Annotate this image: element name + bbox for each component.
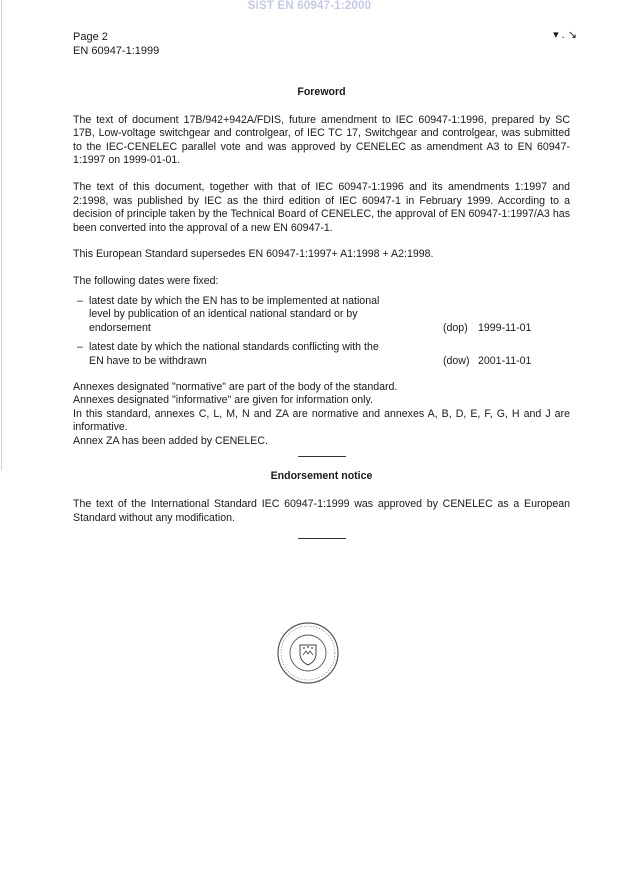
annex-line: Annex ZA has been added by CENELEC. [73, 434, 268, 447]
endorsement-title: Endorsement notice [270, 470, 373, 483]
foreword-paragraph-2: The text of this document, together with that of IEC 60947-1:1996 and its amendments 1:1997 and 2:1998, was published by IEC as the third edition of IEC 60947-1 in February 1999. According to a decision of principle taken by the Technical Board of CENELEC, the approval of EN 60947-1:1997/A3 has been converted into the approval of a new EN 60947-1. [73, 180, 570, 234]
annex-line: In this standard, annexes C, L, M, N and ZA are normative and annexes A, B, D, E, F, G, H and J are informative. [73, 407, 570, 434]
list-item [73, 341, 570, 368]
date-description: latest date by which the EN has to be implemented at national level by publication of an identical national standard or by endorsement [89, 294, 380, 334]
watermark: SIST EN 60947-1:2000 [247, 0, 372, 12]
dates-list [73, 295, 570, 369]
annexes-note [73, 381, 570, 449]
date-value: 1999-11-01 [478, 321, 532, 334]
dash-bullet: – [77, 294, 83, 307]
date-value: 2001-11-01 [478, 354, 532, 367]
annex-line: Annexes designated "normative" are part of the body of the standard. [73, 380, 398, 393]
date-description: latest date by which the national standards conflicting with the EN have to be withdrawn [89, 341, 379, 367]
scan-margin-line [1, 0, 2, 470]
dates-intro: The following dates were fixed: [73, 274, 219, 287]
page-header [73, 30, 159, 58]
official-stamp-icon [276, 621, 340, 685]
corner-marks: ▾ . ↘ [553, 29, 577, 41]
section-divider [298, 456, 346, 457]
date-code: (dow) [443, 354, 470, 367]
foreword-title: Foreword [297, 86, 346, 98]
date-code: (dop) [443, 321, 468, 334]
list-item [73, 295, 570, 336]
document-id: EN 60947-1:1999 [73, 45, 160, 57]
annex-line: Annexes designated "informative" are given for information only. [73, 394, 373, 407]
foreword-paragraph-1: The text of document 17B/942+942A/FDIS, future amendment to IEC 60947-1:1996, prepared by SC 17B, Low-voltage switchgear and controlgear, of IEC TC 17, Switchgear and controlgear, was submitted to the IEC-CENELEC parallel vote and was approved by CENELEC as amendment A3 to EN 60947-1:1997 on 1999-01-01. [73, 113, 570, 167]
foreword-paragraph-3: This European Standard supersedes EN 60947-1:1997+ A1:1998 + A2:1998. [73, 248, 434, 261]
main-content [73, 86, 570, 552]
page-number: Page 2 [73, 31, 108, 43]
dash-bullet: – [77, 341, 83, 354]
section-divider [298, 538, 346, 539]
endorsement-text: The text of the International Standard IEC 60947-1:1999 was approved by CENELEC as a European Standard without any modification. [73, 498, 570, 524]
